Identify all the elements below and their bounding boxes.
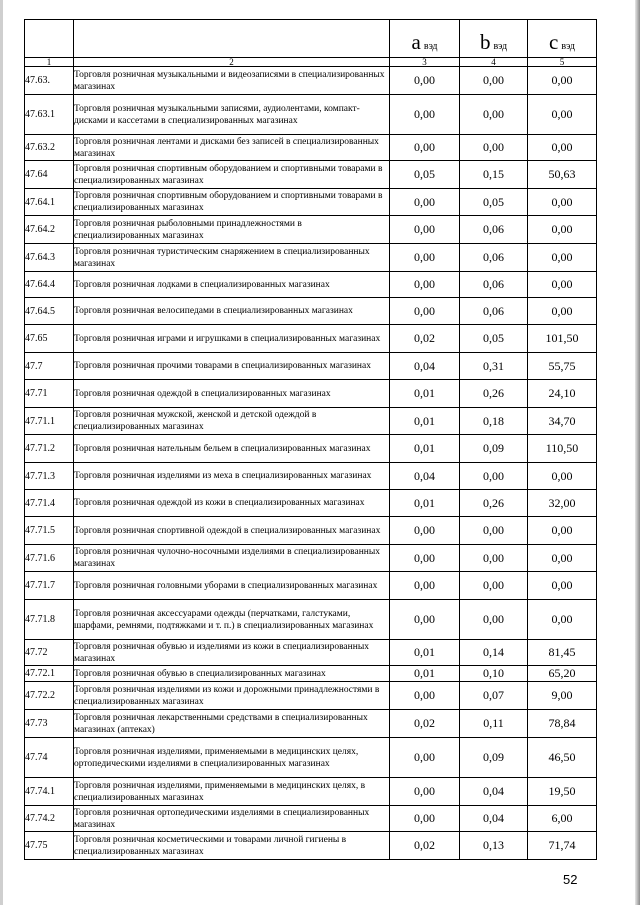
value-b: 0,00: [460, 545, 528, 572]
value-a: 0,02: [390, 710, 460, 738]
value-a: 0,01: [390, 408, 460, 435]
table-row: [25, 353, 597, 380]
value-a: 0,00: [390, 738, 460, 778]
header-name: [74, 20, 390, 58]
activity-code: 47.75: [25, 832, 74, 860]
activity-code: 47.72: [25, 640, 74, 666]
header-col-b-letter: b: [479, 30, 491, 54]
activity-code: 47.63.1: [25, 95, 74, 135]
value-b: 0,05: [460, 189, 528, 216]
activity-code: 47.71: [25, 380, 74, 408]
activity-name: Торговля розничная лентами и дисками без записей в специализированных магазинах: [74, 135, 390, 161]
value-b: 0,09: [460, 435, 528, 463]
table-row: [25, 778, 597, 806]
value-a: 0,00: [390, 778, 460, 806]
value-b: 0,00: [460, 572, 528, 600]
activity-name: Торговля розничная спортивной одеждой в специализированных магазинах: [74, 517, 390, 545]
page-number: 52: [563, 872, 578, 887]
value-c: 0,00: [528, 572, 597, 600]
value-b: 0,13: [460, 832, 528, 860]
activity-name: Торговля розничная велосипедами в специализированных магазинах: [74, 298, 390, 325]
header-code: [25, 20, 74, 58]
activity-name: Торговля розничная рыболовными принадлежностями в специализированных магазинах: [74, 216, 390, 244]
header-col-a: [390, 20, 460, 58]
activity-code: 47.71.1: [25, 408, 74, 435]
table-row: [25, 67, 597, 95]
activity-name: Торговля розничная лодками в специализированных магазинах: [74, 272, 390, 298]
value-a: 0,01: [390, 490, 460, 517]
table-row: [25, 832, 597, 860]
activity-name: Торговля розничная одеждой в специализированных магазинах: [74, 380, 390, 408]
value-a: 0,00: [390, 135, 460, 161]
table-row: [25, 710, 597, 738]
table-row: [25, 380, 597, 408]
activity-code: 47.72.2: [25, 682, 74, 710]
scan-edge-right: [635, 0, 640, 905]
table-row: [25, 463, 597, 490]
table-row: [25, 517, 597, 545]
activity-code: 47.64.5: [25, 298, 74, 325]
activity-code: 47.71.6: [25, 545, 74, 572]
table-row: [25, 272, 597, 298]
value-c: 81,45: [528, 640, 597, 666]
value-a: 0,01: [390, 380, 460, 408]
header-col-a-sub: вэд: [423, 41, 438, 52]
value-a: 0,01: [390, 435, 460, 463]
value-a: 0,00: [390, 545, 460, 572]
value-b: 0,06: [460, 298, 528, 325]
table-row: [25, 135, 597, 161]
value-a: 0,00: [390, 95, 460, 135]
activity-code: 47.71.5: [25, 517, 74, 545]
table-row: [25, 95, 597, 135]
value-b: 0,07: [460, 682, 528, 710]
value-c: 101,50: [528, 325, 597, 353]
value-b: 0,26: [460, 380, 528, 408]
activity-name: Торговля розничная музыкальными записями, аудиолентами, компакт-дисками и кассетами в специализированных магазинах: [74, 95, 390, 135]
table-row: [25, 572, 597, 600]
activity-code: 47.71.4: [25, 490, 74, 517]
activity-name: Торговля розничная аксессуарами одежды (перчатками, галстуками, шарфами, ремнями, подтяжками и т. п.) в специализированных магазинах: [74, 600, 390, 640]
header-col-c-sub: вэд: [561, 41, 575, 52]
value-b: 0,06: [460, 244, 528, 272]
activity-code: 47.64.4: [25, 272, 74, 298]
table-row: [25, 806, 597, 832]
value-b: 0,00: [460, 517, 528, 545]
value-b: 0,00: [460, 135, 528, 161]
activity-name: Торговля розничная прочими товарами в специализированных магазинах: [74, 353, 390, 380]
value-c: 32,00: [528, 490, 597, 517]
activity-code: 47.63.2: [25, 135, 74, 161]
value-c: 19,50: [528, 778, 597, 806]
activity-name: Торговля розничная нательным бельем в специализированных магазинах: [74, 435, 390, 463]
activity-code: 47.71.8: [25, 600, 74, 640]
value-a: 0,00: [390, 600, 460, 640]
value-c: 0,00: [528, 135, 597, 161]
table-row: [25, 189, 597, 216]
value-a: 0,00: [390, 189, 460, 216]
table-row: [25, 738, 597, 778]
table-body: [25, 67, 597, 860]
value-c: 0,00: [528, 244, 597, 272]
value-a: 0,02: [390, 832, 460, 860]
value-b: 0,00: [460, 67, 528, 95]
activity-name: Торговля розничная спортивным оборудованием и спортивными товарами в специализированных магазинах: [74, 189, 390, 216]
value-c: 0,00: [528, 272, 597, 298]
value-a: 0,02: [390, 325, 460, 353]
activity-code: 47.7: [25, 353, 74, 380]
activity-code: 47.71.2: [25, 435, 74, 463]
table-row: [25, 244, 597, 272]
table-row: [25, 666, 597, 682]
value-b: 0,04: [460, 806, 528, 832]
activity-name: Торговля розничная чулочно-носочными изделиями в специализированных магазинах: [74, 545, 390, 572]
activity-code: 47.71.3: [25, 463, 74, 490]
value-b: 0,04: [460, 778, 528, 806]
classifier-table: [24, 19, 597, 860]
activity-name: Торговля розничная обувью в специализированных магазинах: [74, 666, 390, 682]
activity-name: Торговля розничная спортивным оборудованием и спортивными товарами в специализированных магазинах: [74, 161, 390, 189]
value-a: 0,00: [390, 216, 460, 244]
value-c: 6,00: [528, 806, 597, 832]
value-a: 0,01: [390, 640, 460, 666]
value-a: 0,00: [390, 806, 460, 832]
activity-name: Торговля розничная ортопедическими изделиями в специализированных магазинах: [74, 806, 390, 832]
activity-code: 47.71.7: [25, 572, 74, 600]
value-c: 71,74: [528, 832, 597, 860]
header-col-c: [528, 20, 597, 58]
value-a: 0,05: [390, 161, 460, 189]
value-a: 0,04: [390, 463, 460, 490]
activity-code: 47.74.1: [25, 778, 74, 806]
table-row: [25, 435, 597, 463]
activity-code: 47.64: [25, 161, 74, 189]
value-b: 0,00: [460, 463, 528, 490]
table-row: [25, 640, 597, 666]
value-b: 0,10: [460, 666, 528, 682]
activity-code: 47.72.1: [25, 666, 74, 682]
value-c: 24,10: [528, 380, 597, 408]
value-c: 65,20: [528, 666, 597, 682]
activity-code: 47.64.3: [25, 244, 74, 272]
value-c: 78,84: [528, 710, 597, 738]
header-col-b: [460, 20, 528, 58]
activity-name: Торговля розничная изделиями, применяемыми в медицинских целях, в специализированных магазинах: [74, 778, 390, 806]
value-b: 0,15: [460, 161, 528, 189]
value-b: 0,00: [460, 95, 528, 135]
value-b: 0,06: [460, 272, 528, 298]
activity-code: 47.73: [25, 710, 74, 738]
value-a: 0,00: [390, 572, 460, 600]
activity-name: Торговля розничная головными уборами в специализированных магазинах: [74, 572, 390, 600]
column-number: 2: [74, 58, 390, 67]
activity-name: Торговля розничная лекарственными средствами в специализированных магазинах (аптеках): [74, 710, 390, 738]
header-col-a-letter: a: [411, 30, 421, 54]
value-c: 50,63: [528, 161, 597, 189]
value-c: 34,70: [528, 408, 597, 435]
column-number: 4: [460, 58, 528, 67]
activity-name: Торговля розничная одеждой из кожи в специализированных магазинах: [74, 490, 390, 517]
value-a: 0,00: [390, 517, 460, 545]
activity-name: Торговля розничная мужской, женской и детской одеждой в специализированных магазинах: [74, 408, 390, 435]
activity-code: 47.65: [25, 325, 74, 353]
value-a: 0,01: [390, 666, 460, 682]
scan-edge-left: [0, 0, 3, 905]
activity-code: 47.64.1: [25, 189, 74, 216]
column-number: 3: [390, 58, 460, 67]
value-c: 0,00: [528, 517, 597, 545]
activity-name: Торговля розничная изделиями, применяемыми в медицинских целях, ортопедическими изделиями в специализированных магазинах: [74, 738, 390, 778]
table-row: [25, 600, 597, 640]
activity-code: 47.64.2: [25, 216, 74, 244]
value-a: 0,00: [390, 298, 460, 325]
table-row: [25, 545, 597, 572]
table-row: [25, 408, 597, 435]
column-number: 5: [528, 58, 597, 67]
value-c: 0,00: [528, 463, 597, 490]
activity-name: Торговля розничная туристическим снаряжением в специализированных магазинах: [74, 244, 390, 272]
value-c: 0,00: [528, 216, 597, 244]
value-b: 0,18: [460, 408, 528, 435]
activity-name: Торговля розничная изделиями из кожи и дорожными принадлежностями в специализированных магазинах: [74, 682, 390, 710]
value-a: 0,00: [390, 682, 460, 710]
value-b: 0,05: [460, 325, 528, 353]
activity-name: Торговля розничная косметическими и товарами личной гигиены в специализированных магазинах: [74, 832, 390, 860]
value-b: 0,14: [460, 640, 528, 666]
value-a: 0,00: [390, 244, 460, 272]
table-row: [25, 298, 597, 325]
table-row: [25, 216, 597, 244]
header-row: [25, 20, 597, 58]
activity-name: Торговля розничная обувью и изделиями из кожи в специализированных магазинах: [74, 640, 390, 666]
activity-code: 47.74.2: [25, 806, 74, 832]
value-c: 9,00: [528, 682, 597, 710]
column-number: 1: [25, 58, 74, 67]
value-b: 0,09: [460, 738, 528, 778]
column-number-row: [25, 58, 597, 67]
activity-name: Торговля розничная играми и игрушками в специализированных магазинах: [74, 325, 390, 353]
header-col-b-sub: вэд: [493, 41, 508, 52]
activity-name: Торговля розничная изделиями из меха в специализированных магазинах: [74, 463, 390, 490]
table-row: [25, 325, 597, 353]
value-c: 110,50: [528, 435, 597, 463]
value-a: 0,00: [390, 67, 460, 95]
value-c: 0,00: [528, 67, 597, 95]
value-c: 0,00: [528, 95, 597, 135]
value-c: 46,50: [528, 738, 597, 778]
table-row: [25, 682, 597, 710]
value-c: 55,75: [528, 353, 597, 380]
header-col-c-letter: c: [549, 30, 559, 54]
value-c: 0,00: [528, 545, 597, 572]
value-c: 0,00: [528, 600, 597, 640]
table-row: [25, 490, 597, 517]
value-b: 0,06: [460, 216, 528, 244]
value-c: 0,00: [528, 298, 597, 325]
value-a: 0,04: [390, 353, 460, 380]
value-c: 0,00: [528, 189, 597, 216]
value-b: 0,26: [460, 490, 528, 517]
activity-name: Торговля розничная музыкальными и видеозаписями в специализированных магазинах: [74, 67, 390, 95]
table-row: [25, 161, 597, 189]
activity-code: 47.63.: [25, 67, 74, 95]
activity-code: 47.74: [25, 738, 74, 778]
value-b: 0,11: [460, 710, 528, 738]
value-b: 0,00: [460, 600, 528, 640]
value-a: 0,00: [390, 272, 460, 298]
value-b: 0,31: [460, 353, 528, 380]
